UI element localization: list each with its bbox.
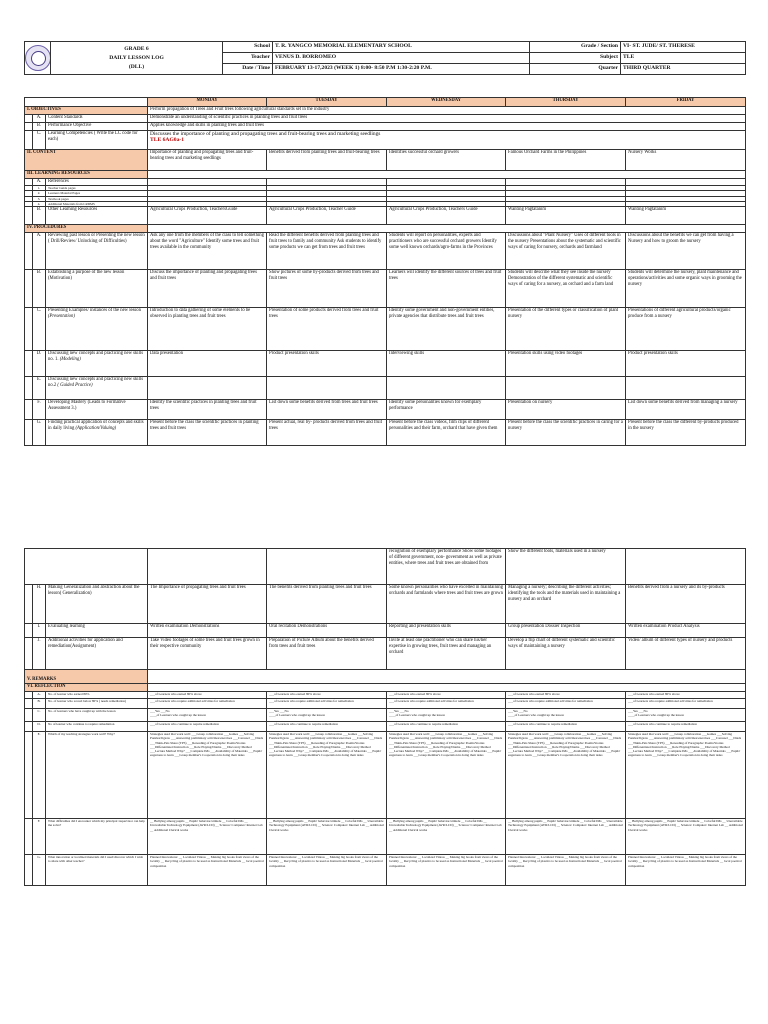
- strategies-thursday: Strategies used that work well: ___Group collaboration ___Games ___Solving Puzzles/Jigsaw ___Answering preliminary activities/exercises ___Carousel ___Diads ___Think-Pair-Share (TPS) ___Rereading of Paragraphs/ Poems/Stories ___Differentiated Instruction ___Role Playing/Drama ___Discovery Method ___Lecture Method Why? ___Complete IMs ___Availability of Materials ___Pupils' eagerness to learn ___Group member's Cooperation in doing their tasks: [506, 732, 626, 819]
- generalization-tuesday: The benefits derived from planting trees and fruit trees: [267, 585, 387, 624]
- teacher-value: VENUS D. BORROMEO: [273, 53, 530, 64]
- content-standards-value: Perform propagation of Trees and Fruit trees following agricultural standards set in the industry: [148, 107, 746, 115]
- day-header: MONDAY: [148, 98, 267, 107]
- quarter-value: THIRD QUARTER: [621, 64, 746, 75]
- teacher-label: Teacher: [223, 53, 273, 64]
- mastery-tuesday: List down some benefits derived from trees and fruit trees: [267, 400, 387, 420]
- learning-competencies-label: Learning Competencies ( Write the LC code for each): [46, 131, 148, 150]
- motivation-wednesday: Learners will identify the different sources of trees and fruit trees: [387, 270, 506, 308]
- strategies-tuesday: Strategies used that work well: ___Group collaboration ___Games ___Solving Puzzles/Jigsaw ___Answering preliminary activities/exercises ___Carousel ___Diads ___Think-Pair-Share (TPS) ___Rereading of Paragraphs/ Poems/Stories ___Differentiated Instruction ___Role Playing/Drama ___Discovery Method ___Lecture Method Why? ___Complete IMs ___Availability of Materials ___Pupils' eagerness to learn ___Group member's Cooperation in doing their tasks: [267, 732, 387, 819]
- resources-thursday: Wanting Pagtatanim: [506, 207, 626, 225]
- reflection-e-label: Which of my teaching strategies work well? Why?: [46, 732, 148, 819]
- modeling-wednesday: Interviewing skills: [387, 351, 506, 377]
- day-header: WEDNESDAY: [387, 98, 506, 107]
- modeling-tuesday: Product presentation skills: [267, 351, 387, 377]
- evaluation-thursday: Group presentation Dossier Inspection: [506, 624, 626, 638]
- evaluation-friday: Written examination Product Analysis: [626, 624, 746, 638]
- application-wednesday-cont: recognition of exemplary performance Show some footages of different government, non- government as well as private entities, where trees and fruit trees are obtained from: [387, 549, 506, 585]
- performance-objective-label: Performance Objective: [46, 123, 148, 131]
- guided-practice-label: Discussing new concepts and practicing new skills no.2 ( Guided Practice): [46, 377, 148, 400]
- application-wednesday: Present before the class videos, film clips of different personalities and their farm, orchard that have given them: [387, 420, 506, 446]
- assignment-thursday: Develop a flip chart of different systematic and scientific ways of maintaining a nursery: [506, 638, 626, 670]
- review-thursday: Discussions about "Plant Nursery" Uses of different tools in the nursery Presentations about the systematic and scientific ways of caring for nursery, orchards and farmland: [506, 233, 626, 270]
- innovations-thursday: Planned Innovations: __ Localized Videos __ Making big books from views of the locality __ Recycling of plastics to be used as Instructional Materials __ local poetical composition: [506, 855, 626, 886]
- textbook-label: Textbook pages: [46, 196, 148, 201]
- lrdms-label: Additional Materials from LRDMS: [46, 201, 148, 206]
- day-header: THURSDAY: [506, 98, 626, 107]
- assignment-wednesday: Invite at least one practitioner who can share his/her expertise in growing trees, fruit trees and managing an orchard: [387, 638, 506, 670]
- review-tuesday: Read the different benefits derived from planting trees and fruit trees to family and community Ask students to identify some products we can get from trees and fruit trees: [267, 233, 387, 270]
- motivation-tuesday: Show pictures of some by-products derived from trees and fruit trees: [267, 270, 387, 308]
- modeling-thursday: Presentation skills using video footages: [506, 351, 626, 377]
- presentation-monday: Introduction to data gathering of some elements to be observed in planting trees and fruit trees: [148, 308, 267, 351]
- reflection-f-label: What difficulties did I encounter which my principal /supervisor can help me solve?: [46, 819, 148, 855]
- mastery-monday: Identify the scientific practices in planting trees and fruit trees: [148, 400, 267, 420]
- innovations-monday: Planned Innovations: __ Localized Videos __ Making big books from views of the locality __ Recycling of plastics to be used as Instructional Materials __ local poetical composition: [148, 855, 267, 886]
- skills-value: Applies knowledge and skills in planting trees and fruit trees: [148, 123, 746, 131]
- modeling-label: Discussing new concepts and practicing new skills no. 1. (Modeling): [46, 351, 148, 377]
- subject-label: Subject: [530, 53, 621, 64]
- day-header: FRIDAY: [626, 98, 746, 107]
- review-friday: Discussions about the benefits we can get from having a Nursery and how to groom the nursery: [626, 233, 746, 270]
- evaluation-wednesday: Reporting and presentation skills: [387, 624, 506, 638]
- review-monday: Ask any one from the members of the class to tell something about the word "Agriculture" Identify some trees and fruit trees available in the community: [148, 233, 267, 270]
- content-thursday: Famous Orchard Farms in the Philippines: [506, 150, 626, 171]
- mastery-label: Developing Mastery (Leads to Formative Assessment 3.): [46, 400, 148, 420]
- date-label: Date / Time: [223, 64, 273, 75]
- generalization-monday: The Importance of propagating trees and fruit trees: [148, 585, 267, 624]
- quarter-label: Quarter: [530, 64, 621, 75]
- review-label: Reviewing past lesson or Presenting the new lesson ( Drill/Review/ Unlocking of Difficulties): [46, 233, 148, 270]
- lc-code: TLE 6AG0a-1: [150, 137, 185, 144]
- learning-competencies-value: Discusses the importance of planting and propagating trees and fruit-bearing trees and marketing seedlings TLE 6AG0a-1: [148, 131, 746, 150]
- generalization-friday: Benefits derived from a nursery and its by-products: [626, 585, 746, 624]
- innovations-friday: Planned Innovations: __ Localized Videos __ Making big books from views of the locality __ Recycling of plastics to be used as Instructional Materials __ local poetical composition: [626, 855, 746, 886]
- generalization-wednesday: Some known personalities who have excelled in maintaining orchards and farmlands where trees and fruit trees are grown: [387, 585, 506, 624]
- resources-tuesday: Agricultural Crops Production, Teacher Guide: [267, 207, 387, 225]
- reflection-heading: VI. REFLECTION: [25, 684, 148, 692]
- header-table: [24, 41, 746, 75]
- assignment-label: Additional activities for application and remediation(Assignment): [46, 638, 148, 670]
- procedures-heading: IV. PROCEDURES: [25, 225, 148, 233]
- innovations-wednesday: Planned Innovations: __ Localized Videos __ Making big books from views of the locality __ Recycling of plastics to be used as Instructional Materials __ local poetical composition: [387, 855, 506, 886]
- innovations-tuesday: Planned Innovations: __ Localized Videos __ Making big books from views of the locality __ Recycling of plastics to be used as Instructional Materials __ local poetical composition: [267, 855, 387, 886]
- motivation-label: Establishing a purpose of the new lesson (Motivation): [46, 270, 148, 308]
- application-friday: Present before the class the different by-products produced in the nursery: [626, 420, 746, 446]
- content-monday: Importance of planting and propagating trees and fruit-bearing trees and marketing seedlings: [148, 150, 267, 171]
- presentation-wednesday: Identify some government and non-government entities, private agencies that distribute trees and fruit trees: [387, 308, 506, 351]
- reflection-b-label: No. of learner who scored below 80% ( needs remediation): [46, 699, 148, 709]
- resources-wednesday: Agricultural Crops Production, Teachers Guide: [387, 207, 506, 225]
- presentation-thursday: Presentation of the different types or classification of plant nursery: [506, 308, 626, 351]
- log-title: GRADE 6 DAILY LESSON LOG (DLL): [51, 42, 223, 75]
- strategies-wednesday: Strategies used that work well: ___Group collaboration ___Games ___Solving Puzzles/Jigsaw ___Answering preliminary activities/exercises ___Carousel ___Diads ___Think-Pair-Share (TPS) ___Rereading of Paragraphs/ Poems/Stories ___Differentiated Instruction ___Role Playing/Drama ___Discovery Method ___Lecture Method Why? ___Complete IMs ___Availability of Materials ___Pupils' eagerness to learn ___Group member's Cooperation in doing their tasks: [387, 732, 506, 819]
- assignment-tuesday: Preparation of Picture Album about the benefits derived from trees and fruit trees: [267, 638, 387, 670]
- grade-label: Grade / Section: [530, 42, 621, 53]
- evaluation-tuesday: Oral recitation Demonstrations: [267, 624, 387, 638]
- mastery-friday: List down some benefits derived from managing a nursery: [626, 400, 746, 420]
- difficulties-wednesday: __ Bullying among pupils __ Pupils' behavior/attitude __ Colorful IMs __ Unavailable Technology Equipment (AVR/LCD) __ Science/ Computer/ Internet Lab __ Additional Clerical works: [387, 819, 506, 855]
- reflection-d-label: No of learner who continue to require remediation: [46, 722, 148, 732]
- subject-value: TLE: [621, 53, 746, 64]
- generalization-thursday: Managing a nursery; describing the different activities; identifying the tools and the materials used in maintaining a nursery and an orchard: [506, 585, 626, 624]
- difficulties-friday: __ Bullying among pupils __ Pupils' behavior/attitude __ Colorful IMs __ Unavailable Technology Equipment (AVR/LCD) __ Science/ Computer/ Internet Lab __ Additional Clerical works: [626, 819, 746, 855]
- learners-material-label: Learners Material Pages: [46, 191, 148, 196]
- application-thursday: Present before the class the scientific practices in caring for a nursery: [506, 420, 626, 446]
- application-tuesday: Present actual, real by- products derived from trees and fruit trees: [267, 420, 387, 446]
- assignment-friday: Video/ album of different types of nursery and products: [626, 638, 746, 670]
- date-value: FEBRUARY 13-17,2023 (WEEK 1) 8:00- 8:50 P.M 1:30-2:20 P.M.: [273, 64, 530, 75]
- presentation-friday: Presentations of different agricultural products/organic produce from a nursery: [626, 308, 746, 351]
- reflection-c-label: No. of learners who have caught up with the lesson: [46, 709, 148, 722]
- mastery-thursday: Presentation on nursery: [506, 400, 626, 420]
- school-label: School: [223, 42, 273, 53]
- reflection-a-label: No. of learner who earned 80%: [46, 692, 148, 699]
- evaluation-monday: Written examination Demonstrations: [148, 624, 267, 638]
- lesson-log-table-1: MONDAY TUESDAY WEDNESDAY THURSDAY FRIDAY I. OBJECTIVES Perform propagation of Trees and Fruit trees following agricultural standards set in the industry A. Content Standards Demonstrate an understanding of scientific practices in planting trees and fruit trees B. Performance Objective Applies knowledge and skills in planting trees and fruit trees C. Learning Competencies ( Write the LC code for each) Discusses the importance of planting and propagating trees and fruit-bearing trees and marketing seedlings TLE 6AG0a-1 II. CONTENT Importance of planting and propagating trees and fruit-bearing trees and marketing seedlings Benefits derived from planting trees and fruit-bearing trees Identifies successful orchard growers Famous Orchard Farms in the Philippines Nursery Works III. LEARNING RESOURCES A. References 1. Teacher Guide pages 2. Learners Material Pages 3. Textbook pages 4. Additional Materials from LRDMS B. Other Learning Resources Agricultural Crops Production, TeachersGuide Agricultural Crops Production, Teacher Guide Agricultural Crops Production, Teachers Guide Wanting Pagtatanim Wanting Pagtatanim IV. PROCEDURES A. Reviewing past lesson or Presenting the new lesson ( Drill/Review/ Unlocking of Difficulties) Ask any one from the members of the class to tell something about the word "Agriculture" Identify some trees and fruit trees available in the community Read the different benefits derived from planting trees and fruit trees to family and community Ask students to identify some products we can get from trees and fruit trees Students will report on personalities, experts and practitioners who are successful orchard growers Identify some well known orchards/agro-farms in the Provinces Discussions about "Plant Nursery" Uses of different tools in the nursery Presentations about the systematic and scientific ways of caring for nursery, orchards and farmland Discussions about the benefits we can get from having a Nursery and how to groom the nursery B. Establishing a purpose of the new lesson (Motivation) Discuss the importance of planting and propagating trees and fruit trees Show pictures of some by-products derived from trees and fruit trees Learners will identify the different sources of trees and fruit trees Students will describe what they see inside the nursery Demonstration of the different systematic and scientific ways of caring for a nursery, an orchard and a farm land Students will determine the nursery, plant maintenance and operations/activities and some organic ways in grooming the nursery C. Presenting Examples/ instances of the new lesson (Presentation) Introduction to data gathering of some elements to be observed in planting trees and fruit trees Presentation of some products derived from trees and fruit trees Identify some government and non-government entities, private agencies that distribute trees and fruit trees Presentation of the different types or classification of plant nursery Presentations of different agricultural products/organic produce from a nursery D. Discussing new concepts and practicing new skills no. 1. (Modeling) Data presentation Product presentation skills Interviewing skills Presentation skills using video footages Product presentation skills E. Discussing new concepts and practicing new skills no.2 ( Guided Practice) F. Developing Mastery (Leads to Formative Assessment 3.) Identify the scientific practices in planting trees and fruit trees List down some benefits derived from trees and fruit trees Identify some personalities known for exemplary performance Presentation on nursery List down some benefits derived from managing a nursery G. Finding practical application of concepts and skills in daily living (Application/Valuing) Present before the class the scientific practices in planting trees and fruit trees Present actual, real by- products derived from trees and fruit trees Present before the class videos, film clips of different personalities and their farm, orchard that have given them Present before the class the scientific practices in caring for a nursery Present before the class the different by-products produced in the nursery: [24, 97, 746, 446]
- content-heading: II. CONTENT: [25, 150, 148, 171]
- seal-icon: [25, 45, 51, 71]
- review-wednesday: Students will report on personalities, experts and practitioners who are successful orchard growers Identify some well known orchards/agro-farms in the Provinces: [387, 233, 506, 270]
- grade-value: VI- ST. JUDE/ ST. THERESE: [621, 42, 746, 53]
- content-wednesday: Identifies successful orchard growers: [387, 150, 506, 171]
- difficulties-thursday: __ Bullying among pupils __ Pupils' behavior/attitude __ Colorful IMs __ Unavailable Technology Equipment (AVR/LCD) __ Science/ Computer/ Internet Lab __ Additional Clerical works: [506, 819, 626, 855]
- performance-objective-value: Demonstrate an understanding of scientific practices in planting trees and fruit trees: [148, 115, 746, 123]
- reflection-g-label: What innovation or localized materials did I used/discover which I wish to share with other teacher?: [46, 855, 148, 886]
- motivation-monday: Discuss the importance of planting and propagating trees and fruit trees: [148, 270, 267, 308]
- evaluation-label: Evaluating learning: [46, 624, 148, 638]
- motivation-thursday: Students will describe what they see inside the nursery Demonstration of the different systematic and scientific ways of caring for a nursery, an orchard and a farm land: [506, 270, 626, 308]
- content-standards-label: Content Standards: [46, 115, 148, 123]
- modeling-friday: Product presentation skills: [626, 351, 746, 377]
- mastery-wednesday: Identify some personalities known for exemplary performance: [387, 400, 506, 420]
- objectives-heading: I. OBJECTIVES: [25, 107, 148, 115]
- teacher-guide-label: Teacher Guide pages: [46, 186, 148, 191]
- difficulties-monday: __ Bullying among pupils __ Pupils' behavior/attitude __ Colorful IMs __ Unavailable Technology Equipment (AVR/LCD) __ Science/ Computer/ Internet Lab __ Additional Clerical works: [148, 819, 267, 855]
- references-label: References: [46, 179, 148, 186]
- application-monday: Present before the class the scientific practices in planting trees and fruit trees: [148, 420, 267, 446]
- presentation-tuesday: Presentation of some products derived from trees and fruit trees: [267, 308, 387, 351]
- application-thursday-cont: Show the different tools, materials used in a nursery: [506, 549, 626, 585]
- day-header: TUESDAY: [267, 98, 387, 107]
- lesson-log-table-2: recognition of exemplary performance Show some footages of different government, non- government as well as private entities, where trees and fruit trees are obtained from Show the different tools, materials used in a nursery H. Making Generalization and abstraction about the lesson( Generalization) The Importance of propagating trees and fruit trees The benefits derived from planting trees and fruit trees Some known personalities who have excelled in maintaining orchards and farmlands where trees and fruit trees are grown Managing a nursery; describing the different activities; identifying the tools and the materials used in maintaining a nursery and an orchard Benefits derived from a nursery and its by-products I. Evaluating learning Written examination Demonstrations Oral recitation Demonstrations Reporting and presentation skills Group presentation Dossier Inspection Written examination Product Analysis J. Additional activities for application and remediation(Assignment) Take Video footages of some trees and fruit trees grown in their respective community Preparation of Picture Album about the benefits derived from trees and fruit trees Invite at least one practitioner who can share his/her expertise in growing trees, fruit trees and managing an orchard Develop a flip chart of different systematic and scientific ways of maintaining a nursery Video/ album of different types of nursery and products V. REMARKS VI. REFLECTION A. No. of learner who earned 80% ___of Learners who earned 80% above ___of Learners who earned 80% above ___of Learners who earned 80% above ___of Learners who earned 80% above ___of Learners who earned 80% above B. No. of learner who scored below 80% ( needs remediation) ___of Learners who require additional activities for remediation ___of Learners who require additional activities for remediation ___of Learners who require additional activities for remediation ___of Learners who require additional activities for remediation ___of Learners who require additional activities for remediation C. No. of learners who have caught up with the lesson ___Yes ___No ____of Learners who caught up the lesson ___Yes ___No ____of Learners who caught up the lesson ___Yes ___No ____of Learners who caught up the lesson ___Yes ___No ____of Learners who caught up the lesson ___Yes ___No ____of Learners who caught up the lesson D. No of learner who continue to require remediation ___of Learners who continue to require remediation ___of Learners who continue to require remediation ___of Learners who continue to require remediation ___of Learners who continue to require remediation ___of Learners who continue to require remediation E. Which of my teaching strategies work well? Why? Strategies used that work well: ___Group collaboration ___Games ___Solving Puzzles/Jigsaw ___Answering preliminary activities/exercises ___Carousel ___Diads ___Think-Pair-Share (TPS) ___Rereading of Paragraphs/ Poems/Stories ___Differentiated Instruction ___Role Playing/Drama ___Discovery Method ___Lecture Method Why? ___Complete IMs ___Availability of Materials ___Pupils' eagerness to learn ___Group member's Cooperation in doing their tasks Strategies used that work well: ___Group collaboration ___Games ___Solving Puzzles/Jigsaw ___Answering preliminary activities/exercises ___Carousel ___Diads ___Think-Pair-Share (TPS) ___Rereading of Paragraphs/ Poems/Stories ___Differentiated Instruction ___Role Playing/Drama ___Discovery Method ___Lecture Method Why? ___Complete IMs ___Availability of Materials ___Pupils' eagerness to learn ___Group member's Cooperation in doing their tasks Strategies used that work well: ___Group collaboration ___Games ___Solving Puzzles/Jigsaw ___Answering preliminary activities/exercises ___Carousel ___Diads ___Think-Pair-Share (TPS) ___Rereading of Paragraphs/ Poems/Stories ___Differentiated Instruction ___Role Playing/Drama ___Discovery Method ___Lecture Method Why? ___Complete IMs ___Availability of Materials ___Pupils' eagerness to learn ___Group member's Cooperation in doing their tasks Strategies used that work well: ___Group collaboration ___Games ___Solving Puzzles/Jigsaw ___Answering preliminary activities/exercises ___Carousel ___Diads ___Think-Pair-Share (TPS) ___Rereading of Paragraphs/ Poems/Stories ___Differentiated Instruction ___Role Playing/Drama ___Discovery Method ___Lecture Method Why? ___Complete IMs ___Availability of Materials ___Pupils' eagerness to learn ___Group member's Cooperation in doing their tasks Strategies used that work well: ___Group collaboration ___Games ___Solving Puzzles/Jigsaw ___Answering preliminary activities/exercises ___Carousel ___Diads ___Think-Pair-Share (TPS) ___Rereading of Paragraphs/ Poems/Stories ___Differentiated Instruction ___Role Playing/Drama ___Discovery Method ___Lecture Method Why? ___Complete IMs ___Availability of Materials ___Pupils' eagerness to learn ___Group member's Cooperation in doing their tasks F. What difficulties did I encounter which my principal /supervisor can help me solve? __ Bullying among pupils __ Pupils' behavior/attitude __ Colorful IMs __ Unavailable Technology Equipment (AVR/LCD) __ Science/ Computer/ Internet Lab __ Additional Clerical works __ Bullying among pupils __ Pupils' behavior/attitude __ Colorful IMs __ Unavailable Technology Equipment (AVR/LCD) __ Science/ Computer/ Internet Lab __ Additional Clerical works __ Bullying among pupils __ Pupils' behavior/attitude __ Colorful IMs __ Unavailable Technology Equipment (AVR/LCD) __ Science/ Computer/ Internet Lab __ Additional Clerical works __ Bullying among pupils __ Pupils' behavior/attitude __ Colorful IMs __ Unavailable Technology Equipment (AVR/LCD) __ Science/ Computer/ Internet Lab __ Additional Clerical works __ Bullying among pupils __ Pupils' behavior/attitude __ Colorful IMs __ Unavailable Technology Equipment (AVR/LCD) __ Science/ Computer/ Internet Lab __ Additional Clerical works G. What innovation or localized materials did I used/discover which I wish to share with other teacher? Planned Innovations: __ Localized Videos __ Making big books from views of the locality __ Recycling of plastics to be used as Instructional Materials __ local poetical composition Planned Innovations: __ Localized Videos __ Making big books from views of the locality __ Recycling of plastics to be used as Instructional Materials __ local poetical composition Planned Innovations: __ Localized Videos __ Making big books from views of the locality __ Recycling of plastics to be used as Instructional Materials __ local poetical composition Planned Innovations: __ Localized Videos __ Making big books from views of the locality __ Recycling of plastics to be used as Instructional Materials __ local poetical composition Planned Innovations: __ Localized Videos __ Making big books from views of the locality __ Recycling of plastics to be used as Instructional Materials __ local poetical composition: [24, 548, 746, 886]
- difficulties-tuesday: __ Bullying among pupils __ Pupils' behavior/attitude __ Colorful IMs __ Unavailable Technology Equipment (AVR/LCD) __ Science/ Computer/ Internet Lab __ Additional Clerical works: [267, 819, 387, 855]
- resources-friday: Wanting Pagtatanim: [626, 207, 746, 225]
- school-value: T. R. YANGCO MEMORIAL ELEMENTARY SCHOOL: [273, 42, 530, 53]
- strategies-monday: Strategies used that work well: ___Group collaboration ___Games ___Solving Puzzles/Jigsaw ___Answering preliminary activities/exercises ___Carousel ___Diads ___Think-Pair-Share (TPS) ___Rereading of Paragraphs/ Poems/Stories ___Differentiated Instruction ___Role Playing/Drama ___Discovery Method ___Lecture Method Why? ___Complete IMs ___Availability of Materials ___Pupils' eagerness to learn ___Group member's Cooperation in doing their tasks: [148, 732, 267, 819]
- deped-logo: [25, 42, 51, 75]
- modeling-monday: Data presentation: [148, 351, 267, 377]
- assignment-monday: Take Video footages of some trees and fruit trees grown in their respective community: [148, 638, 267, 670]
- resources-heading: III. LEARNING RESOURCES: [25, 171, 148, 179]
- remarks-heading: V. REMARKS: [25, 670, 148, 684]
- resources-monday: Agricultural Crops Production, TeachersGuide: [148, 207, 267, 225]
- application-label: Finding practical application of concepts and skills in daily living (Application/Valuing): [46, 420, 148, 446]
- generalization-label: Making Generalization and abstraction about the lesson( Generalization): [46, 585, 148, 624]
- content-friday: Nursery Works: [626, 150, 746, 171]
- content-tuesday: Benefits derived from planting trees and fruit-bearing trees: [267, 150, 387, 171]
- presentation-label: Presenting Examples/ instances of the new lesson (Presentation): [46, 308, 148, 351]
- strategies-friday: Strategies used that work well: ___Group collaboration ___Games ___Solving Puzzles/Jigsaw ___Answering preliminary activities/exercises ___Carousel ___Diads ___Think-Pair-Share (TPS) ___Rereading of Paragraphs/ Poems/Stories ___Differentiated Instruction ___Role Playing/Drama ___Discovery Method ___Lecture Method Why? ___Complete IMs ___Availability of Materials ___Pupils' eagerness to learn ___Group member's Cooperation in doing their tasks: [626, 732, 746, 819]
- other-resources-label: Other Learning Resources: [46, 207, 148, 225]
- motivation-friday: Students will determine the nursery, plant maintenance and operations/activities and some organic ways in grooming the nursery: [626, 270, 746, 308]
